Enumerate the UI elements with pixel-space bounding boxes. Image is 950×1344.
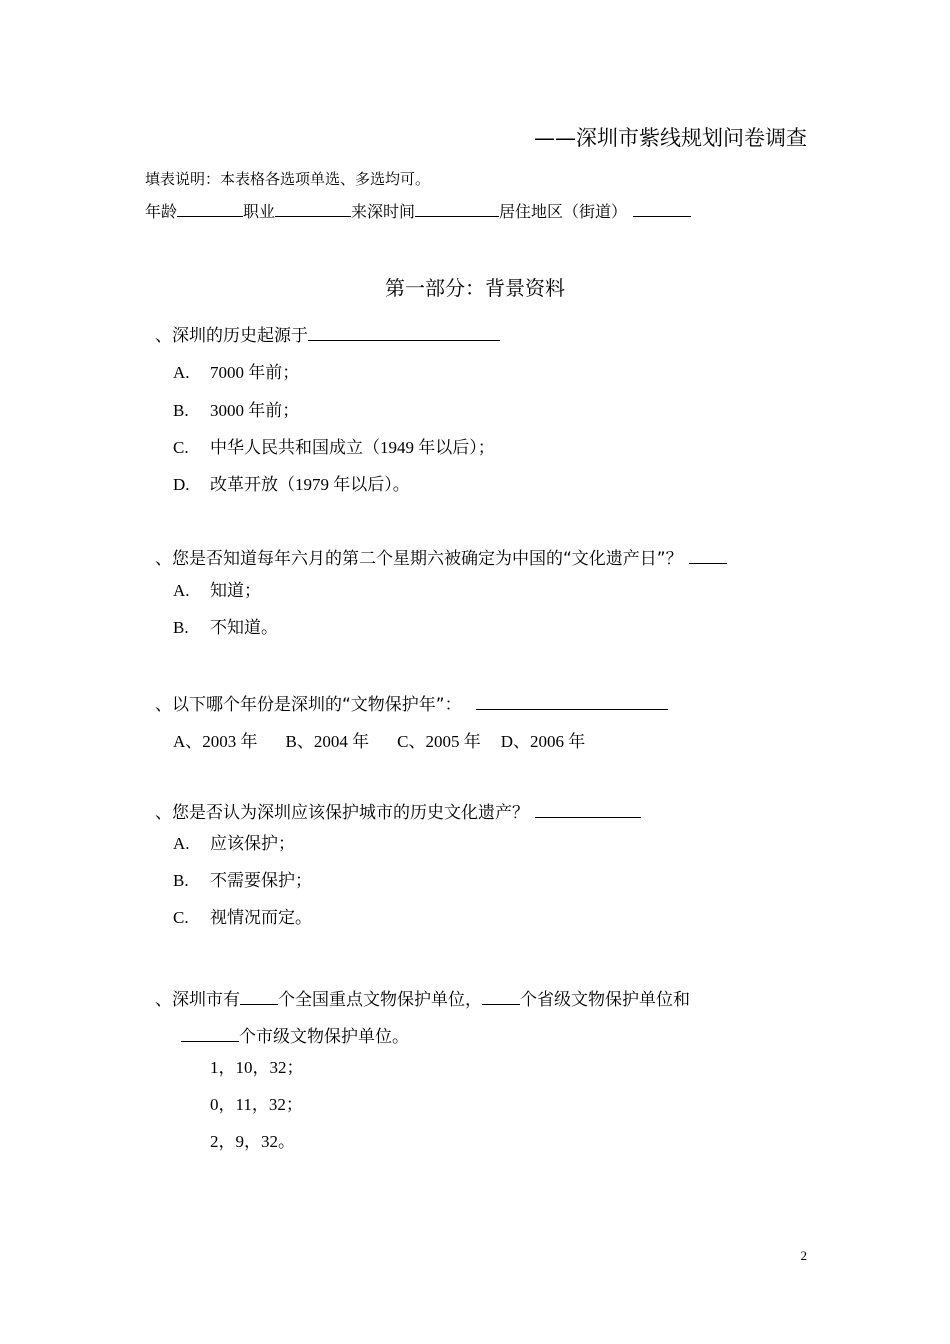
age-label: 年龄 xyxy=(145,202,178,221)
question-1-answer-blank[interactable] xyxy=(308,324,500,341)
question-5-text-part-1: 、深圳市有 xyxy=(155,990,240,1010)
age-blank[interactable] xyxy=(177,200,243,217)
q2-option-b[interactable]: B. 不知道。 xyxy=(173,618,278,637)
q4-option-b[interactable]: B. 不需要保护； xyxy=(173,871,312,890)
question-4-answer-blank[interactable] xyxy=(535,801,641,818)
fill-instructions: 填表说明：本表格各选项单选、多选均可。 xyxy=(145,170,431,188)
question-4 xyxy=(155,798,641,823)
occupation-blank[interactable] xyxy=(275,200,351,217)
q5-option-3[interactable]: 2，9，32。 xyxy=(210,1132,295,1151)
question-3-answer-blank[interactable] xyxy=(476,693,668,710)
q3-option-c[interactable]: C、2005 年 xyxy=(397,732,481,751)
q3-options-row xyxy=(173,727,585,752)
q4-option-a[interactable]: A. 应该保护； xyxy=(173,834,295,853)
q5-option-1[interactable]: 1，10，32； xyxy=(210,1058,304,1077)
arrival-time-label: 来深时间 xyxy=(351,202,416,221)
question-4-text: 、您是否认为深圳应该保护城市的历史文化遗产？ xyxy=(155,803,529,823)
question-5-provincial-blank[interactable] xyxy=(482,988,520,1005)
q1-option-d[interactable]: D. 改革开放（1979 年以后）。 xyxy=(173,475,410,494)
question-5-text-part-3: 个省级文物保护单位和 xyxy=(520,990,690,1010)
question-2 xyxy=(155,544,727,569)
q3-option-a[interactable]: A、2003 年 xyxy=(173,732,258,751)
question-5-national-blank[interactable] xyxy=(240,988,278,1005)
q3-option-d[interactable]: D、2006 年 xyxy=(500,732,586,751)
page-number: 2 xyxy=(800,1248,807,1263)
q3-option-b[interactable]: B、2004 年 xyxy=(285,732,370,751)
question-5-text-part-4: 个市级文物保护单位。 xyxy=(239,1027,409,1047)
q1-option-a[interactable]: A. 7000 年前； xyxy=(173,363,300,382)
question-3 xyxy=(155,690,668,715)
question-5-line-2 xyxy=(181,1022,409,1047)
q1-option-b[interactable]: B. 3000 年前； xyxy=(173,401,300,420)
respondent-info-row xyxy=(145,199,691,222)
residence-blank[interactable] xyxy=(633,200,691,217)
q2-option-a[interactable]: A. 知道； xyxy=(173,581,261,600)
question-5 xyxy=(155,985,690,1010)
question-5-municipal-blank[interactable] xyxy=(181,1025,239,1042)
q4-option-c[interactable]: C. 视情况而定。 xyxy=(173,908,312,927)
q1-option-c[interactable]: C. 中华人民共和国成立（1949 年以后）； xyxy=(173,438,495,457)
residence-label: 居住地区（街道） xyxy=(499,202,628,221)
question-5-text-part-2: 个全国重点文物保护单位， xyxy=(278,990,482,1010)
question-1-text: 、深圳的历史起源于 xyxy=(155,326,308,346)
q5-option-2[interactable]: 0，11，32； xyxy=(210,1095,303,1114)
question-1 xyxy=(155,321,500,346)
arrival-time-blank[interactable] xyxy=(415,200,499,217)
question-3-text: 、以下哪个年份是深圳的“文物保护年”： xyxy=(155,695,462,715)
section-title: 第一部分：背景资料 xyxy=(385,276,565,300)
document-title: ——深圳市紫线规划问卷调查 xyxy=(534,126,807,150)
question-2-answer-blank[interactable] xyxy=(689,547,727,564)
question-2-text: 、您是否知道每年六月的第二个星期六被确定为中国的“文化遗产日”？ xyxy=(155,549,683,569)
occupation-label: 职业 xyxy=(243,202,276,221)
